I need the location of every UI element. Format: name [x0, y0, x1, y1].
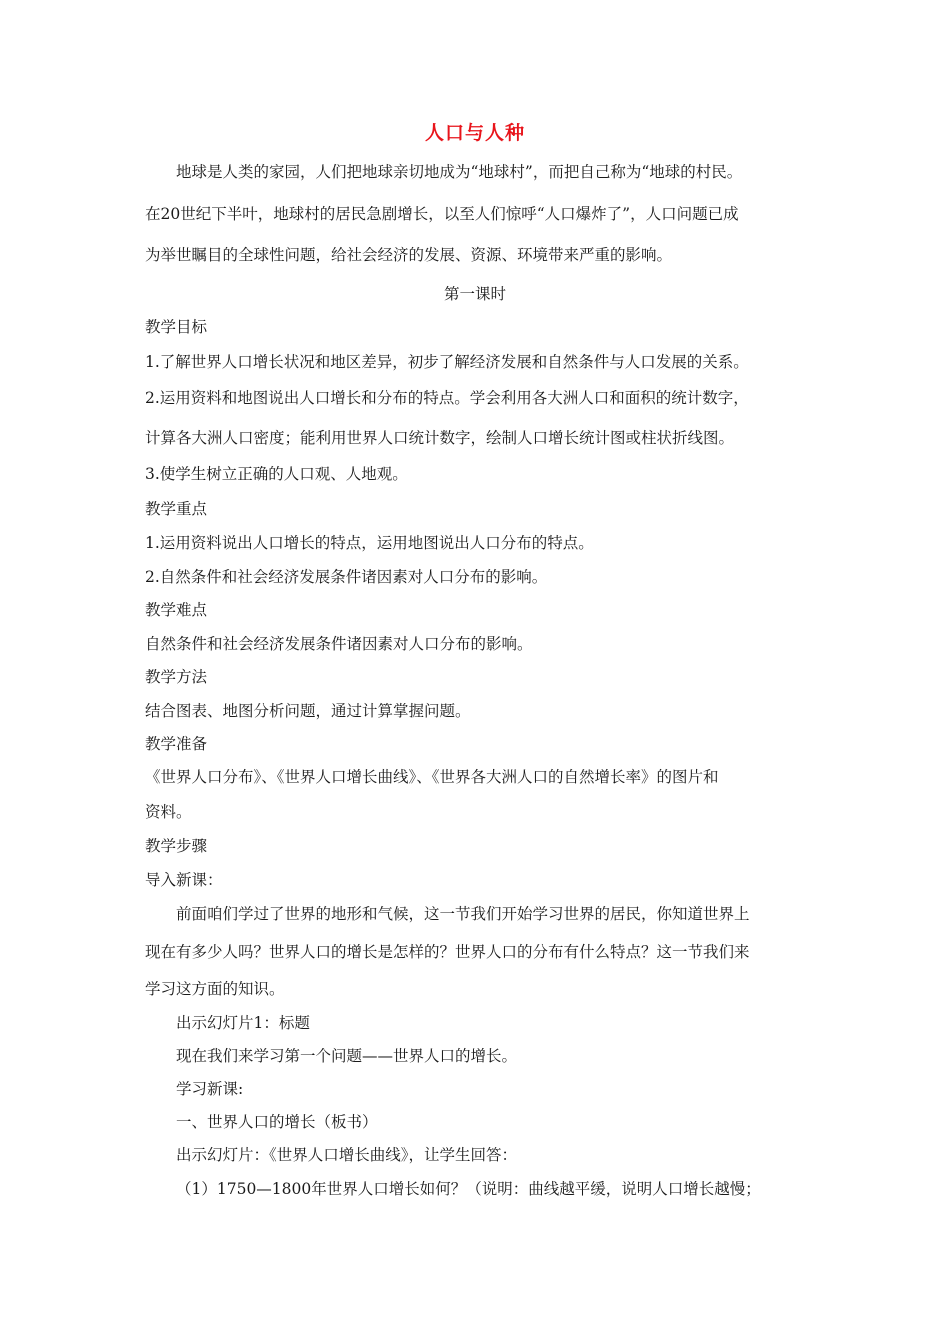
- intro-line-3: 为举世瞩目的全球性问题，给社会经济的发展、资源、环境带来严重的影响。: [145, 246, 673, 264]
- section-1-heading: 一、世界人口的增长（板书）: [176, 1113, 378, 1131]
- goals-heading: 教学目标: [145, 318, 208, 336]
- intro-lesson-heading: 导入新课：: [145, 871, 223, 889]
- intro-lesson-line-2: 现在有多少人吗？世界人口的增长是怎样的？世界人口的分布有什么特点？这一节我们来: [145, 943, 750, 961]
- difficulty-text: 自然条件和社会经济发展条件诸因素对人口分布的影响。: [145, 635, 533, 653]
- steps-heading: 教学步骤: [145, 837, 208, 855]
- document-title: 人口与人种: [424, 122, 525, 144]
- intro-lesson-line-3: 学习这方面的知识。: [145, 980, 285, 998]
- key-point-1: 1.运用资料说出人口增长的特点，运用地图说出人口分布的特点。: [145, 534, 594, 552]
- goal-item-1: 1.了解世界人口增长状况和地区差异，初步了解经济发展和自然条件与人口发展的关系。: [145, 353, 749, 371]
- new-lesson-heading: 学习新课:: [176, 1080, 244, 1098]
- intro-line-1: 地球是人类的家园，人们把地球亲切地成为“地球村”，而把自己称为“地球的村民。: [176, 163, 743, 181]
- prep-heading: 教学准备: [145, 735, 208, 753]
- question-1: （1）1750—1800年世界人口增长如何？（说明：曲线越平缓，说明人口增长越慢；: [176, 1180, 761, 1198]
- intro-lesson-line-1: 前面咱们学过了世界的地形和气候，这一节我们开始学习世界的居民，你知道世界上: [176, 905, 750, 923]
- slide-1-note: 出示幻灯片1：标题: [176, 1014, 310, 1032]
- goal-item-2-cont: 计算各大洲人口密度；能利用世界人口统计数字，绘制人口增长统计图或柱状折线图。: [145, 429, 735, 447]
- first-question: 现在我们来学习第一个问题——世界人口的增长。: [176, 1047, 518, 1065]
- lesson-label: 第一课时: [443, 285, 506, 303]
- prep-line-1: 《世界人口分布》、《世界人口增长曲线》、《世界各大洲人口的自然增长率》的图片和: [145, 768, 719, 786]
- key-heading: 教学重点: [145, 500, 208, 518]
- slide-curve-note: 出示幻灯片：《世界人口增长曲线》，让学生回答：: [176, 1146, 518, 1164]
- intro-line-2: 在20世纪下半叶，地球村的居民急剧增长，以至人们惊呼“人口爆炸了”，人口问题已成: [145, 205, 739, 223]
- goal-item-2: 2.运用资料和地图说出人口增长和分布的特点。学会利用各大洲人口和面积的统计数字，: [145, 389, 749, 407]
- method-text: 结合图表、地图分析问题，通过计算掌握问题。: [145, 702, 471, 720]
- goal-item-3: 3.使学生树立正确的人口观、人地观。: [145, 465, 408, 483]
- difficulty-heading: 教学难点: [145, 601, 208, 619]
- key-point-2: 2.自然条件和社会经济发展条件诸因素对人口分布的影响。: [145, 568, 548, 586]
- method-heading: 教学方法: [145, 668, 208, 686]
- prep-line-2: 资料。: [145, 803, 192, 821]
